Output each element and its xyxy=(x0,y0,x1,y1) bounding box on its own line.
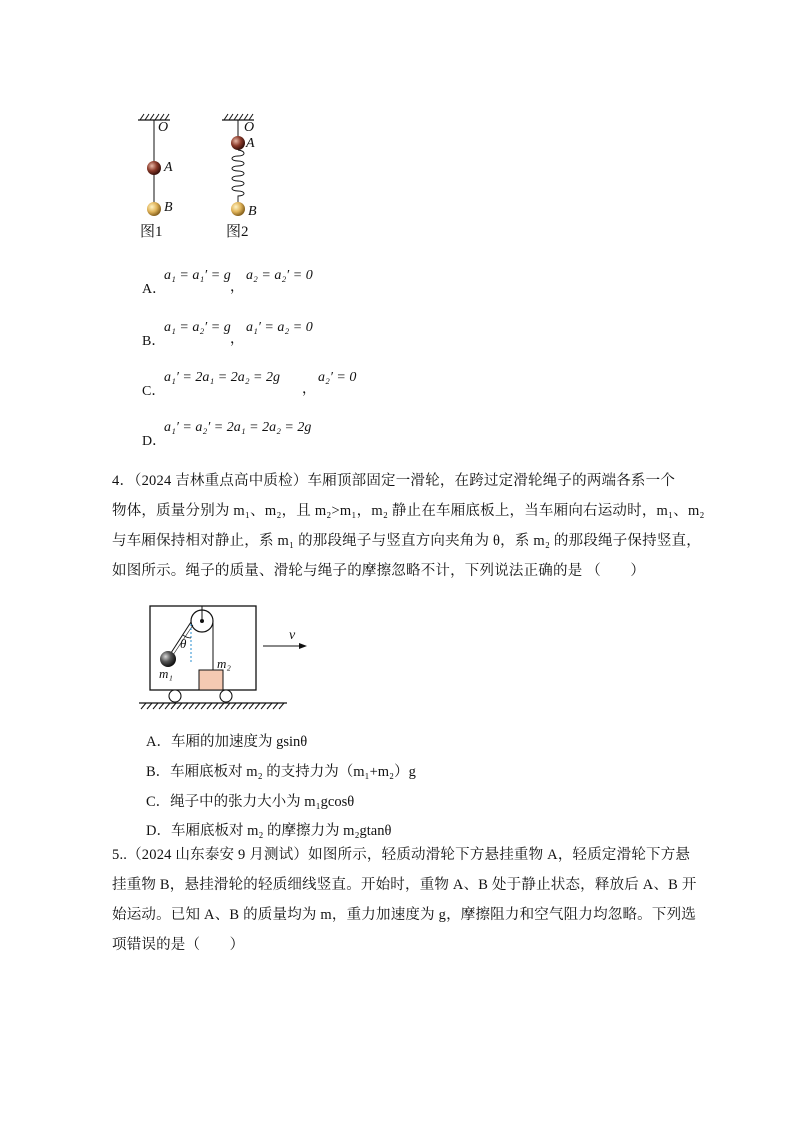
fig1-ball-a xyxy=(147,161,161,175)
fig2-label-b: B xyxy=(248,204,257,219)
q5-line: 项错误的是（ ） xyxy=(112,937,245,953)
wheel-right xyxy=(220,690,232,702)
q4-stem xyxy=(112,466,712,586)
label-m1: m₁ xyxy=(159,666,173,681)
label-m2: m₂ xyxy=(217,656,231,671)
q5-line: 始运动。已知 A、B 的质量均为 m，重力加速度为 g，摩擦阻力和空气阻力均忽略。下列选 xyxy=(112,907,696,923)
fig1-caption: 图1 xyxy=(140,224,163,240)
fig2-label-o: O xyxy=(244,120,255,135)
m2-block xyxy=(199,670,223,690)
fig1-ball-b xyxy=(147,202,161,216)
q4-line: 与车厢保持相对静止，系 m₁ 的那段绳子与竖直方向夹角为 θ，系 m₂ 的那段绳子保持竖直， xyxy=(112,533,701,549)
option-formula-1: a₁ = a₂′ = g xyxy=(164,320,231,335)
fig2-spring xyxy=(232,150,244,202)
m1-ball xyxy=(160,651,176,667)
option-separator: ， xyxy=(230,332,244,347)
option-formula-1: a₁′ = a₂′ = 2a₁ = 2a₂ = 2g xyxy=(164,420,312,435)
option-letter: C． xyxy=(142,384,166,399)
fig1-label-a: A xyxy=(164,160,173,175)
fig1-label-b: B xyxy=(164,200,173,215)
label-v: v xyxy=(289,628,296,643)
option-separator: ， xyxy=(230,280,244,295)
q5-line: 5..（2024 山东泰安 9 月测试）如图所示，轻质动滑轮下方悬挂重物 A，轻质定滑轮下方悬 xyxy=(112,847,691,863)
q4-option-d: D．车厢底板对 m₂ 的摩擦力为 m₂gtanθ xyxy=(146,823,392,839)
option-separator: ， xyxy=(302,382,316,397)
q4-line: 如图所示。绳子的质量、滑轮与绳子的摩擦忽略不计，下列说法正确的是 （ ） xyxy=(112,563,646,579)
fig2-caption: 图2 xyxy=(226,224,249,240)
q4-option-a: A．车厢的加速度为 gsinθ xyxy=(146,734,308,750)
q5-line: 挂重物 B，悬挂滑轮的轻质细线竖直。开始时，重物 A、B 处于静止状态，释放后 A、B 开 xyxy=(112,877,697,893)
option-formula-2: a₂′ = 0 xyxy=(318,370,357,385)
option-letter: A． xyxy=(142,282,167,297)
label-theta: θ xyxy=(180,636,187,651)
q4-option-b: B．车厢底板对 m₂ 的支持力为（m₁+m₂）g xyxy=(146,764,416,780)
wheel-left xyxy=(169,690,181,702)
ground xyxy=(139,703,287,709)
option-formula-1: a₁ = a₁′ = g xyxy=(164,268,231,283)
q5-stem xyxy=(112,840,712,960)
option-formula-2: a₂ = a₂′ = 0 xyxy=(246,268,313,283)
velocity-arrow-head xyxy=(299,643,307,649)
q4-line: 物体，质量分别为 m₁、m₂，且 m₂>m₁，m₂ 静止在车厢底板上，当车厢向右运动时，m₁、m₂ xyxy=(112,503,705,519)
q4-option-c: C．绳子中的张力大小为 m₁gcosθ xyxy=(146,794,355,810)
q4-line: 4．（2024 吉林重点高中质检）车厢顶部固定一滑轮，在跨过定滑轮绳子的两端各系一个 xyxy=(112,473,676,489)
option-letter: B． xyxy=(142,334,166,349)
fig2-ball-a xyxy=(231,136,245,150)
fig1-label-o: O xyxy=(158,120,169,135)
pulley-axle xyxy=(200,619,204,623)
option-formula-1: a₁′ = 2a₁ = 2a₂ = 2g xyxy=(164,370,281,385)
option-letter: D． xyxy=(142,434,167,449)
option-formula-2: a₁′ = a₂ = 0 xyxy=(246,320,313,335)
fig2-ball-b xyxy=(231,202,245,216)
fig2-label-a: A xyxy=(246,136,255,151)
